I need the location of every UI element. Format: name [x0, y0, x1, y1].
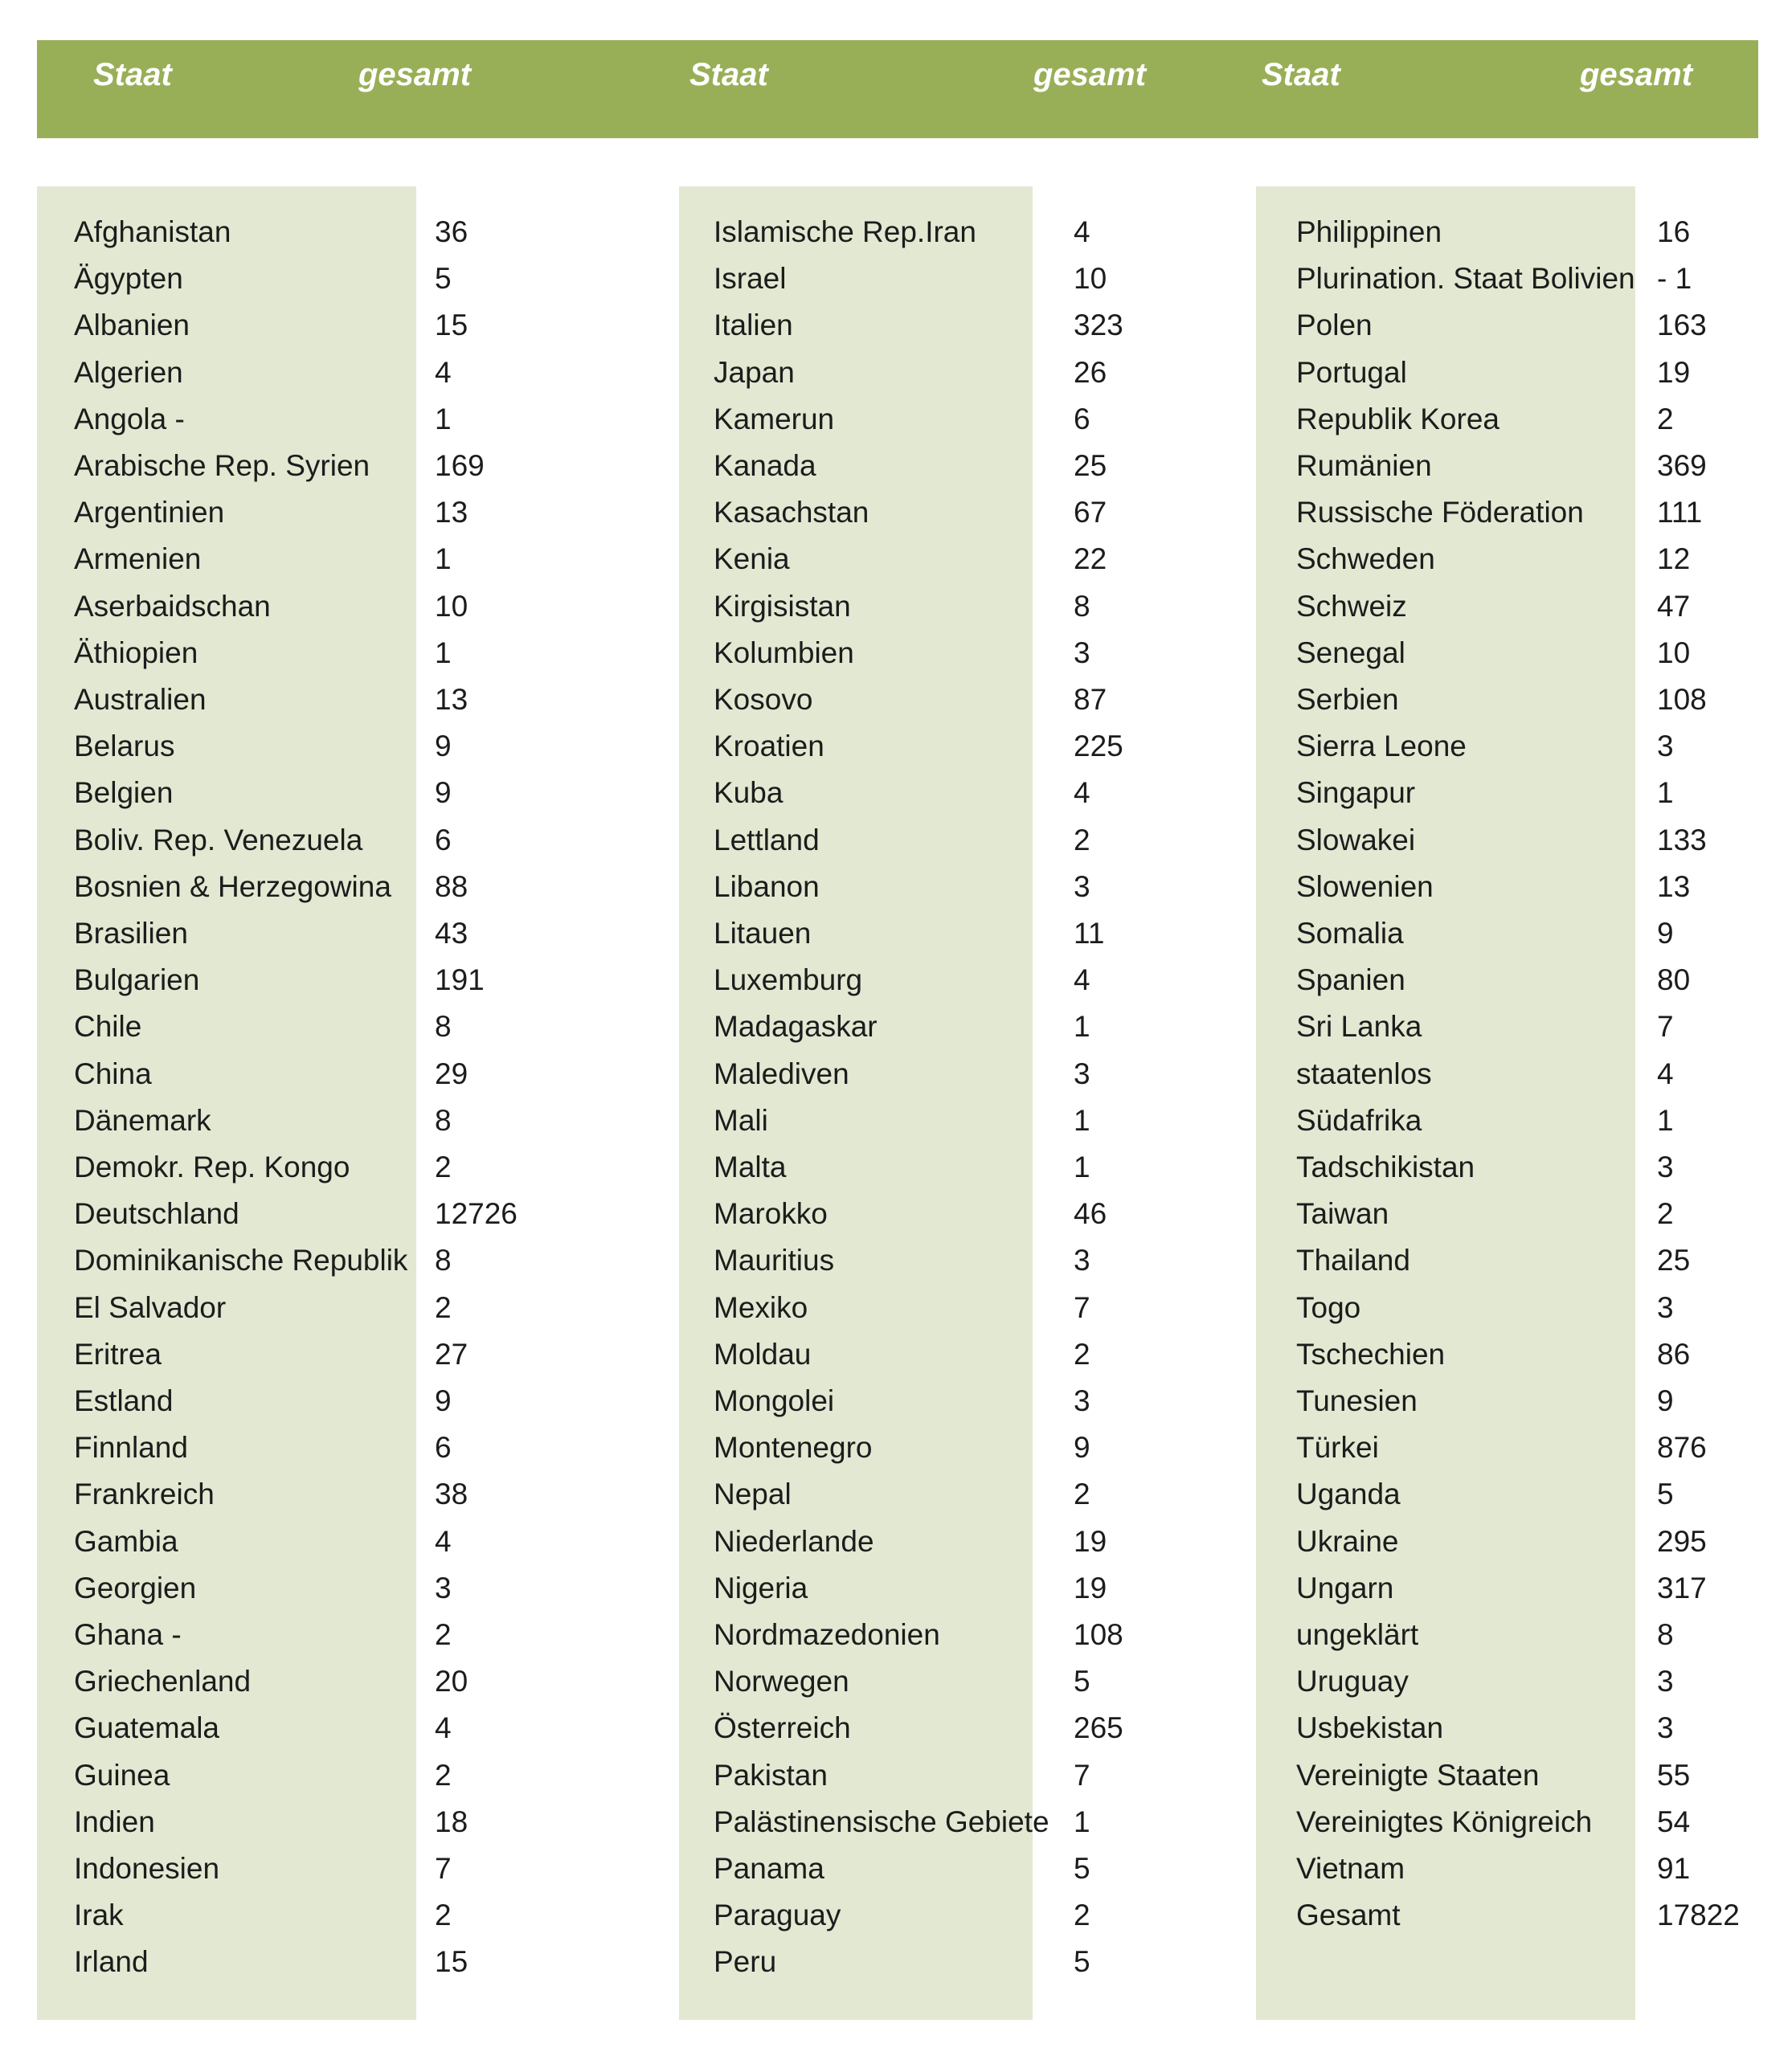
- total-value: 6: [435, 823, 452, 856]
- country-name: Guinea: [74, 1758, 170, 1792]
- total-value: 8: [1657, 1618, 1674, 1651]
- total-value: 317: [1657, 1571, 1707, 1604]
- country-name: Afghanistan: [74, 215, 231, 248]
- total-value: 5: [1074, 1945, 1090, 1979]
- total-value: 3: [1657, 1665, 1674, 1698]
- country-name: Südafrika: [1296, 1103, 1422, 1137]
- total-value: 1: [1074, 1805, 1090, 1838]
- country-name: Taiwan: [1296, 1197, 1389, 1231]
- country-name: Mauritius: [714, 1244, 835, 1277]
- country-name: Arabische Rep. Syrien: [74, 449, 370, 482]
- header-staat-2: Staat: [689, 57, 768, 92]
- total-value: 111: [1657, 496, 1703, 529]
- total-value: 1: [435, 542, 452, 576]
- country-name: Luxemburg: [714, 963, 863, 997]
- country-name: Serbien: [1296, 683, 1399, 716]
- country-name: Uganda: [1296, 1478, 1401, 1511]
- country-name: Vereinigtes Königreich: [1296, 1805, 1593, 1838]
- total-value: 19: [1074, 1524, 1107, 1558]
- table-header: [37, 40, 1758, 138]
- country-name: Italien: [714, 309, 793, 342]
- total-value: 38: [435, 1478, 468, 1511]
- total-value: 3: [1657, 730, 1674, 763]
- total-value: 13: [1657, 869, 1691, 903]
- country-name: Peru: [714, 1945, 777, 1979]
- country-name: Brasilien: [74, 917, 188, 950]
- country-name: Ukraine: [1296, 1524, 1399, 1558]
- total-value: 9: [435, 730, 452, 763]
- country-name: Philippinen: [1296, 215, 1442, 248]
- country-name: Russische Föderation: [1296, 496, 1584, 529]
- total-value: 2: [1657, 402, 1674, 435]
- total-value: 4: [1657, 1057, 1674, 1090]
- country-name: Äthiopien: [74, 636, 198, 669]
- total-value: 22: [1074, 542, 1107, 576]
- total-value: 10: [1657, 636, 1691, 669]
- total-value: 9: [1657, 1384, 1674, 1417]
- country-name: Mexiko: [714, 1290, 808, 1324]
- total-value: 8: [435, 1103, 452, 1137]
- total-value: 25: [1074, 449, 1107, 482]
- country-name: Schweiz: [1296, 589, 1407, 623]
- country-name: Eritrea: [74, 1337, 162, 1371]
- country-name: Rumänien: [1296, 449, 1432, 482]
- total-value: 12: [1657, 542, 1691, 576]
- country-name: Vereinigte Staaten: [1296, 1758, 1540, 1792]
- total-value: 13: [435, 683, 468, 716]
- total-value: 2: [1657, 1197, 1674, 1231]
- country-name: Algerien: [74, 355, 183, 389]
- header-staat-3: Staat: [1262, 57, 1340, 92]
- header-gesamt-1: gesamt: [358, 57, 472, 92]
- country-name: Vietnam: [1296, 1852, 1405, 1885]
- country-name: Sri Lanka: [1296, 1010, 1422, 1044]
- country-name: Kirgisistan: [714, 589, 851, 623]
- total-value: 19: [1074, 1571, 1107, 1604]
- country-name: Japan: [714, 355, 795, 389]
- total-value: 265: [1074, 1711, 1123, 1745]
- total-value: 4: [1074, 963, 1090, 997]
- total-value: 8: [435, 1010, 452, 1044]
- total-value: 3: [1074, 869, 1090, 903]
- country-name: Uruguay: [1296, 1665, 1409, 1698]
- total-value: 15: [435, 309, 468, 342]
- total-value: 36: [435, 215, 468, 248]
- country-name: Indien: [74, 1805, 155, 1838]
- country-name: Slowakei: [1296, 823, 1416, 856]
- country-name: Tadschikistan: [1296, 1151, 1475, 1183]
- total-value: 54: [1657, 1805, 1691, 1838]
- total-value: - 1: [1657, 262, 1692, 296]
- total-value: 5: [1657, 1478, 1674, 1511]
- country-name: Chile: [74, 1010, 142, 1044]
- country-name: Armenien: [74, 542, 202, 576]
- total-value: 88: [435, 869, 468, 903]
- country-name: Montenegro: [714, 1431, 873, 1465]
- country-name: Paraguay: [714, 1899, 841, 1932]
- total-value: 133: [1657, 823, 1707, 856]
- country-name: Kamerun: [714, 402, 835, 435]
- country-name: Ägypten: [74, 262, 183, 296]
- country-name: Schweden: [1296, 542, 1435, 576]
- total-value: 4: [1074, 215, 1090, 248]
- total-value: 91: [1657, 1852, 1691, 1885]
- total-value: 3: [1074, 1384, 1090, 1417]
- country-name: Belgien: [74, 776, 174, 810]
- country-name: Nigeria: [714, 1571, 808, 1604]
- total-value: 19: [1657, 355, 1691, 389]
- total-value: 4: [435, 1524, 452, 1558]
- total-value: 1: [1657, 776, 1674, 810]
- total-value: 10: [435, 589, 468, 623]
- total-value: 6: [435, 1431, 452, 1465]
- total-value: 67: [1074, 496, 1107, 529]
- total-value: 108: [1074, 1618, 1123, 1651]
- total-value: 3: [1657, 1290, 1674, 1324]
- total-value: 47: [1657, 589, 1691, 623]
- country-name: Israel: [714, 262, 787, 296]
- country-name: Togo: [1296, 1290, 1361, 1324]
- total-value: 27: [435, 1337, 468, 1371]
- country-name: Argentinien: [74, 496, 225, 529]
- country-name: Dominikanische Republik: [74, 1244, 408, 1277]
- total-value: 9: [435, 776, 452, 810]
- country-name: Mongolei: [714, 1384, 835, 1417]
- country-name: Kenia: [714, 542, 790, 576]
- total-value: 163: [1657, 309, 1707, 342]
- country-name: Republik Korea: [1296, 402, 1499, 435]
- total-value: 3: [1074, 1057, 1090, 1090]
- total-value: 169: [435, 449, 485, 482]
- total-value: 3: [1657, 1711, 1674, 1745]
- total-value: 25: [1657, 1244, 1691, 1277]
- country-name: Kolumbien: [714, 636, 854, 669]
- country-name: Polen: [1296, 309, 1373, 342]
- country-name: Islamische Rep.Iran: [714, 215, 976, 248]
- country-name: Somalia: [1296, 917, 1404, 950]
- total-value: 225: [1074, 730, 1123, 763]
- country-name: Griechenland: [74, 1665, 252, 1698]
- total-value: 86: [1657, 1337, 1691, 1371]
- country-name: staatenlos: [1296, 1057, 1432, 1090]
- total-value: 2: [1074, 1899, 1090, 1932]
- country-name: Frankreich: [74, 1478, 215, 1511]
- total-value: 2: [435, 1758, 452, 1792]
- total-value: 1: [435, 636, 452, 669]
- country-name: Finnland: [74, 1431, 188, 1465]
- total-value: 2: [1074, 823, 1090, 856]
- country-name: Mali: [714, 1103, 768, 1137]
- total-value: 2: [435, 1290, 452, 1324]
- country-name: Bulgarien: [74, 963, 200, 997]
- country-name: Kasachstan: [714, 496, 869, 529]
- total-value: 1: [1074, 1103, 1090, 1137]
- country-name: ungeklärt: [1296, 1618, 1419, 1651]
- total-value: 43: [435, 917, 468, 950]
- total-value: 295: [1657, 1524, 1707, 1558]
- country-name: Tunesien: [1296, 1384, 1418, 1417]
- total-value: 26: [1074, 355, 1107, 389]
- total-value: 3: [1074, 636, 1090, 669]
- total-value: 6: [1074, 402, 1090, 435]
- country-name: Moldau: [714, 1337, 812, 1371]
- total-value: 369: [1657, 449, 1707, 482]
- total-value: 191: [435, 963, 485, 997]
- total-value: 2: [1074, 1478, 1090, 1511]
- total-value: 2: [435, 1618, 452, 1651]
- country-name: Senegal: [1296, 636, 1405, 669]
- total-value: 18: [435, 1805, 468, 1838]
- country-name: Ghana -: [74, 1618, 182, 1651]
- total-value: 13: [435, 496, 468, 529]
- country-name: Usbekistan: [1296, 1711, 1444, 1745]
- total-value: 87: [1074, 683, 1107, 716]
- country-name: Panama: [714, 1852, 824, 1885]
- total-value: 3: [435, 1571, 452, 1604]
- country-name: Tschechien: [1296, 1337, 1446, 1371]
- country-name: Pakistan: [714, 1758, 828, 1792]
- total-value: 12726: [435, 1197, 518, 1231]
- country-name: Boliv. Rep. Venezuela: [74, 823, 363, 856]
- total-value: 7: [1074, 1758, 1090, 1792]
- total-value: 4: [1074, 776, 1090, 810]
- country-name: Albanien: [74, 309, 190, 342]
- total-value: 17822: [1657, 1899, 1740, 1932]
- total-value: 9: [435, 1384, 452, 1417]
- country-name: Singapur: [1296, 776, 1416, 810]
- country-name: Deutschland: [74, 1197, 239, 1231]
- total-value: 55: [1657, 1758, 1691, 1792]
- total-value: 29: [435, 1057, 468, 1090]
- country-name: Sierra Leone: [1296, 730, 1467, 763]
- total-value: 2: [435, 1151, 452, 1183]
- total-value: 1: [435, 402, 452, 435]
- country-name: Litauen: [714, 917, 812, 950]
- country-name: El Salvador: [74, 1290, 227, 1324]
- total-value: 46: [1074, 1197, 1107, 1231]
- country-name: Slowenien: [1296, 869, 1434, 903]
- total-value: 3: [1074, 1244, 1090, 1277]
- country-name: Kuba: [714, 776, 783, 810]
- total-value: 11: [1074, 917, 1105, 950]
- country-name: Thailand: [1296, 1244, 1410, 1277]
- country-name: Plurination. Staat Bolivien: [1296, 262, 1635, 296]
- total-value: 8: [435, 1244, 452, 1277]
- total-value: 4: [435, 1711, 452, 1745]
- country-name: Guatemala: [74, 1711, 219, 1745]
- country-name: Demokr. Rep. Kongo: [74, 1151, 350, 1183]
- total-value: 7: [1657, 1010, 1674, 1044]
- total-value: 2: [435, 1899, 452, 1932]
- country-name: Kanada: [714, 449, 816, 482]
- country-name: Irak: [74, 1899, 124, 1932]
- country-name: Georgien: [74, 1571, 197, 1604]
- country-name: Spanien: [1296, 963, 1405, 997]
- total-value: 1: [1657, 1103, 1674, 1137]
- country-name: Indonesien: [74, 1852, 220, 1885]
- country-name: Angola -: [74, 402, 185, 435]
- total-value: 20: [435, 1665, 468, 1698]
- total-value: 1: [1074, 1151, 1090, 1183]
- country-name: Gambia: [74, 1524, 178, 1558]
- country-name: Österreich: [714, 1711, 851, 1745]
- total-value: 9: [1074, 1431, 1090, 1465]
- country-name: Lettland: [714, 823, 820, 856]
- total-value: 16: [1657, 215, 1691, 248]
- country-name: Dänemark: [74, 1103, 211, 1137]
- header-gesamt-3: gesamt: [1580, 57, 1693, 92]
- country-name: Portugal: [1296, 355, 1407, 389]
- country-name: Malta: [714, 1151, 787, 1183]
- total-value: 2: [1074, 1337, 1090, 1371]
- total-value: 5: [1074, 1852, 1090, 1885]
- country-name: Aserbaidschan: [74, 589, 271, 623]
- total-value: 10: [1074, 262, 1107, 296]
- country-name: Norwegen: [714, 1665, 849, 1698]
- country-name: Niederlande: [714, 1524, 874, 1558]
- country-name: Marokko: [714, 1197, 828, 1231]
- country-name: Türkei: [1296, 1431, 1379, 1465]
- country-name: Estland: [74, 1384, 174, 1417]
- country-name: Malediven: [714, 1057, 849, 1090]
- country-name: Kosovo: [714, 683, 813, 716]
- total-value: 7: [1074, 1290, 1090, 1324]
- total-value: 8: [1074, 589, 1090, 623]
- total-value: 323: [1074, 309, 1123, 342]
- country-name: Madagaskar: [714, 1010, 878, 1044]
- total-value: 15: [435, 1945, 468, 1979]
- total-value: 5: [1074, 1665, 1090, 1698]
- total-value: 9: [1657, 917, 1674, 950]
- total-value: 7: [435, 1852, 452, 1885]
- country-name: Irland: [74, 1945, 149, 1979]
- country-name: Libanon: [714, 869, 820, 903]
- total-value: 3: [1657, 1151, 1674, 1183]
- country-name: Belarus: [74, 730, 175, 763]
- country-name: Australien: [74, 683, 207, 716]
- country-name: Nordmazedonien: [714, 1618, 940, 1651]
- country-name: Nepal: [714, 1478, 792, 1511]
- country-name: Bosnien & Herzegowina: [74, 869, 391, 903]
- country-name: Palästinensische Gebiete: [714, 1805, 1049, 1838]
- header-gesamt-2: gesamt: [1033, 57, 1147, 92]
- country-name: Gesamt: [1296, 1899, 1401, 1932]
- total-value: 1: [1074, 1010, 1090, 1044]
- total-value: 4: [435, 355, 452, 389]
- country-name: Kroatien: [714, 730, 824, 763]
- country-name: China: [74, 1057, 152, 1090]
- header-staat-1: Staat: [93, 57, 172, 92]
- country-name: Ungarn: [1296, 1571, 1394, 1604]
- total-value: 80: [1657, 963, 1691, 997]
- total-value: 108: [1657, 683, 1707, 716]
- total-value: 5: [435, 262, 452, 296]
- total-value: 876: [1657, 1431, 1707, 1465]
